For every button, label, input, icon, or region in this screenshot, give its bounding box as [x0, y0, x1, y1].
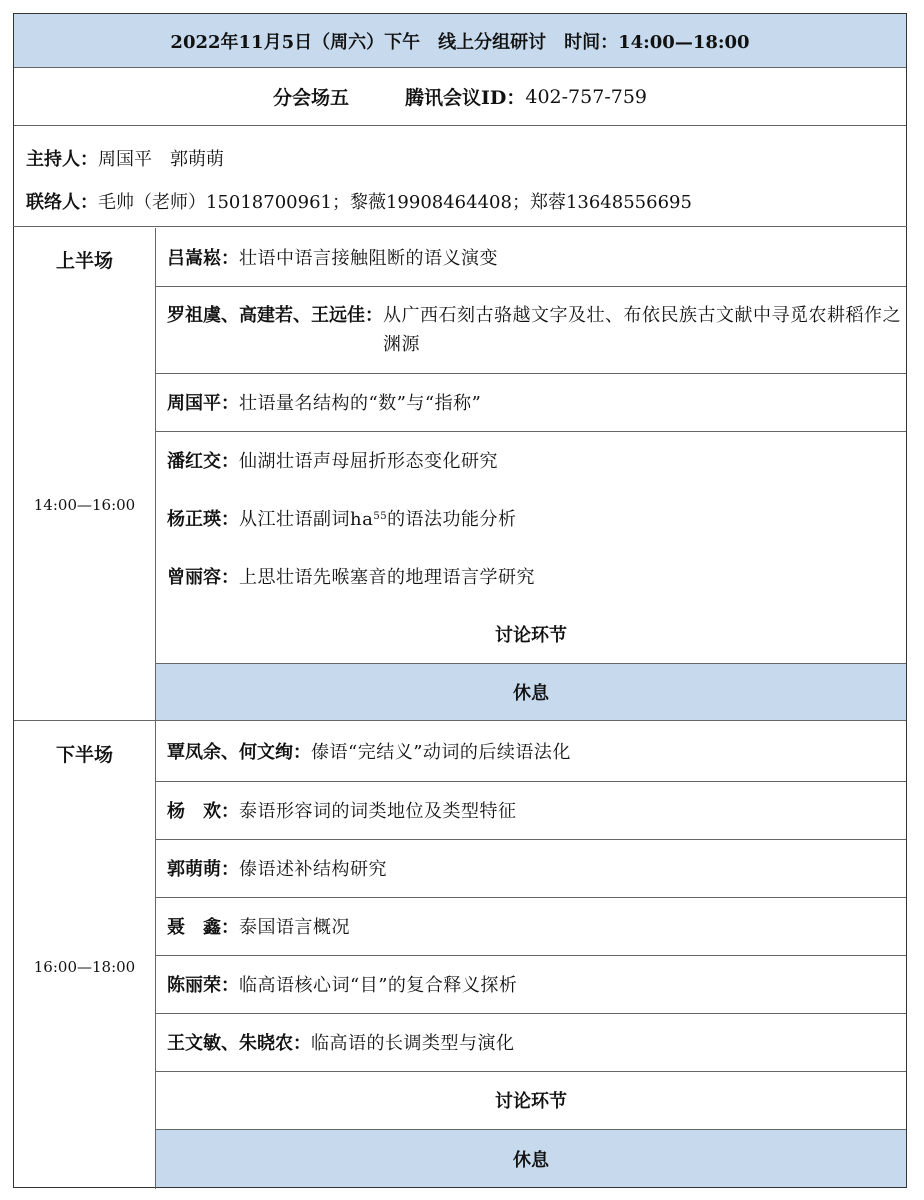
talk-title: 临高语核心词“目”的复合释义探析: [239, 975, 518, 996]
contact-line: [26, 188, 692, 214]
rest-row: [156, 1130, 906, 1187]
host-value: 周国平 郭萌萌: [98, 149, 224, 170]
talk-row: [156, 781, 906, 839]
second-half-time: 16:00—18:00: [33, 958, 136, 976]
host-label: 主持人：: [26, 149, 98, 170]
talk-title: 傣语述补结构研究: [239, 859, 387, 880]
talk-row: [156, 955, 906, 1013]
talk-row: [156, 373, 906, 431]
session-banner: [14, 14, 906, 68]
talk-title: 壮语量名结构的“数”与“指称”: [239, 393, 482, 414]
host-line: [26, 145, 224, 171]
discussion-label: 讨论环节: [495, 625, 567, 646]
room-header: [14, 68, 906, 126]
contact-value: 毛帅（老师）15018700961；黎薇19908464408；郑蓉13648556695: [98, 192, 692, 213]
talk-title: [239, 505, 517, 531]
tencent-meeting-label: 腾讯会议ID：: [405, 87, 526, 109]
talk-title: 泰语形容词的词类地位及类型特征: [239, 801, 517, 822]
talk-row: [156, 721, 906, 781]
second-half-title: 下半场: [55, 744, 113, 766]
talk-title: 仙湖壮语声母屈折形态变化研究: [239, 451, 498, 472]
rest-row: [156, 664, 906, 720]
talk-speaker: 杨正瑛：: [167, 509, 239, 530]
tone-superscript: 55: [373, 511, 388, 522]
talk-title-rest: 的语法功能分析: [387, 509, 517, 530]
first-half-title: 上半场: [55, 250, 113, 272]
first-half-time: 14:00—16:00: [33, 496, 136, 514]
tencent-meeting-id: 402-757-759: [525, 85, 648, 108]
talk-row: [156, 431, 906, 489]
talk-title: 从广西石刻古骆越文字及壮、布依民族古文献中寻觅农耕稻作之渊源: [383, 305, 901, 355]
talk-speaker: 杨 欢：: [167, 801, 239, 822]
talk-speaker: 吕嵩崧：: [167, 248, 239, 269]
discussion-row: [156, 605, 906, 663]
room-name: 分会场五: [272, 87, 349, 109]
rest-label: 休息: [513, 683, 549, 704]
talk-speaker: 陈丽荣：: [167, 975, 239, 996]
talk-row: [156, 286, 906, 373]
talk-speaker: 覃凤余、何文绚：: [167, 742, 311, 763]
talk-row: [156, 228, 906, 286]
talk-speaker: 曾丽容：: [167, 567, 239, 588]
talk-speaker: 王文敏、朱晓农：: [167, 1033, 311, 1054]
discussion-row: [156, 1071, 906, 1129]
banner-text: 2022年11月5日（周六）下午 线上分组研讨 时间：14:00—18:00: [170, 31, 750, 53]
talk-title: 泰国语言概况: [239, 917, 350, 938]
talk-title: 壮语中语言接触阻断的语义演变: [239, 248, 498, 269]
contact-label: 联络人：: [26, 192, 98, 213]
schedule-sheet: [13, 13, 907, 1188]
rest-label: 休息: [513, 1149, 549, 1171]
talk-title: 傣语“完结义”动词的后续语法化: [311, 742, 571, 763]
talk-row: [156, 1013, 906, 1071]
talk-speaker: 周国平：: [167, 393, 239, 414]
talk-speaker: 潘红交：: [167, 451, 239, 472]
talk-row: [156, 897, 906, 955]
talk-row: [156, 839, 906, 897]
talk-speaker: 罗祖虞、高建若、王远佳：: [167, 305, 383, 326]
talk-speaker: 郭萌萌：: [167, 859, 239, 880]
talk-row: [156, 547, 906, 605]
talk-title-main: 从江壮语副词ha: [239, 509, 374, 530]
info-divider: [13, 226, 907, 227]
talk-title: 临高语的长调类型与演化: [311, 1033, 515, 1054]
talk-speaker: 聂 鑫：: [167, 917, 239, 938]
discussion-label: 讨论环节: [495, 1091, 567, 1112]
talk-title: 上思壮语先喉塞音的地理语言学研究: [239, 567, 535, 588]
talk-row: [156, 489, 906, 547]
